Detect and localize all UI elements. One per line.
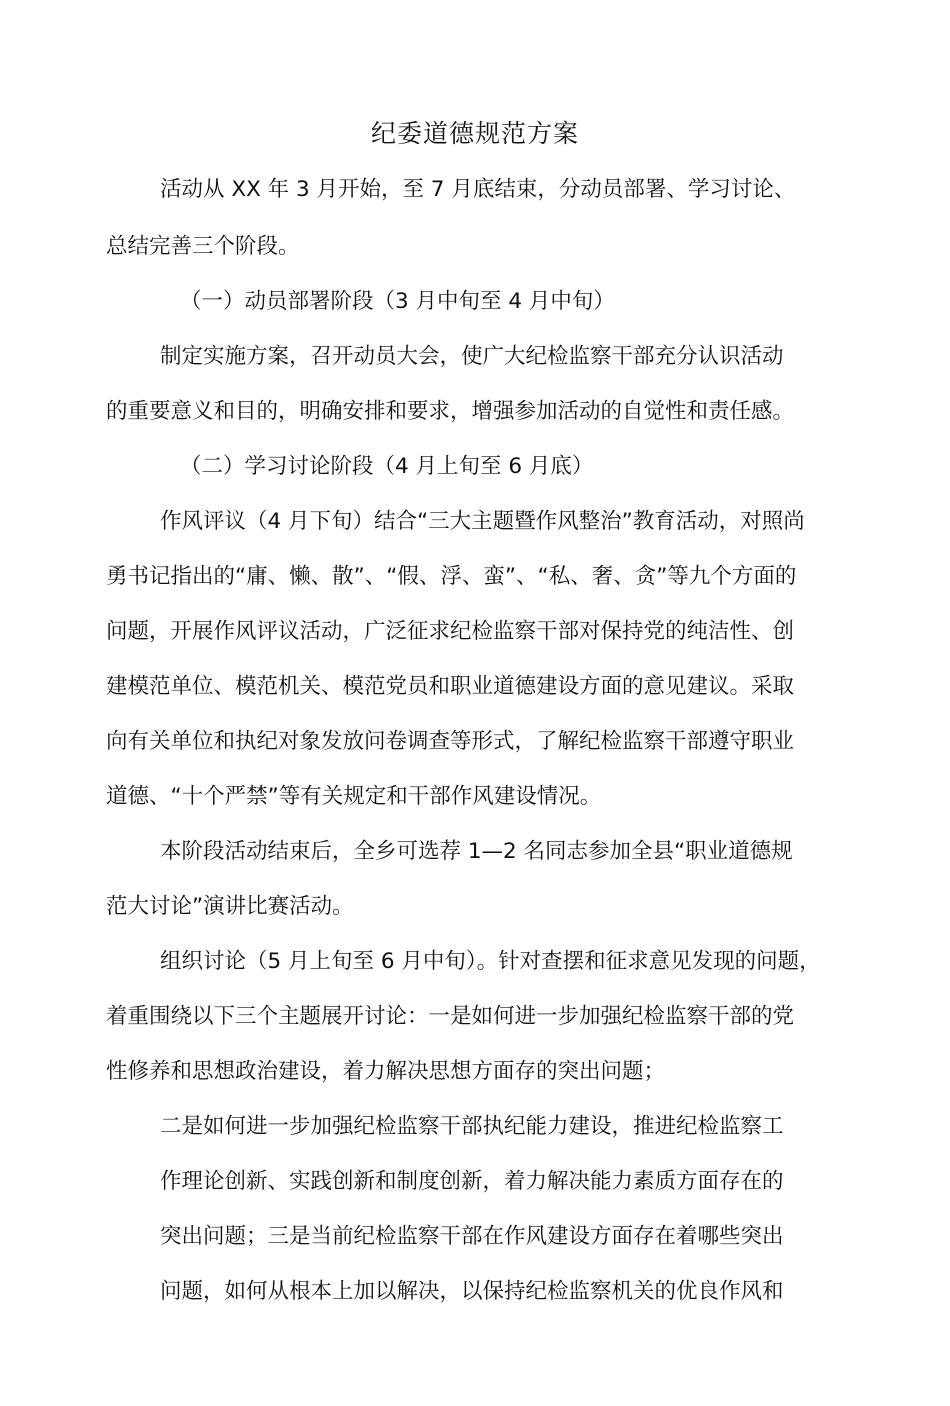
document-title: 纪委道德规范方案	[370, 119, 579, 148]
paragraph-line: 建模范单位、模范机关、模范党员和职业道德建设方面的意见建议。采取	[106, 674, 795, 699]
section-heading: （二）学习讨论阶段（4 月上旬至 6 月底）	[180, 454, 594, 479]
paragraph-line: 问题，如何从根本上加以解决，以保持纪检监察机关的优良作风和	[160, 1279, 784, 1304]
paragraph-line: 向有关单位和执纪对象发放问卷调查等形式，了解纪检监察干部遵守职业	[106, 729, 795, 754]
paragraph-line: 作风评议（4 月下旬）结合“三大主题暨作风整治”教育活动，对照尚	[160, 509, 805, 534]
paragraph-line: 勇书记指出的“庸、懒、散”、“假、浮、蛮”、“私、奢、贪”等九个方面的	[106, 564, 797, 589]
paragraph-line: 总结完善三个阶段。	[106, 234, 300, 259]
paragraph-line: 道德、“十个严禁”等有关规定和干部作风建设情况。	[106, 784, 602, 809]
paragraph-line: 突出问题；三是当前纪检监察干部在作风建设方面存在着哪些突出	[160, 1224, 784, 1249]
paragraph-line: 制定实施方案，召开动员大会，使广大纪检监察干部充分认识活动	[160, 344, 784, 369]
paragraph-line: 作理论创新、实践创新和制度创新，着力解决能力素质方面存在的	[160, 1169, 784, 1194]
paragraph-line: 活动从 XX 年 3 月开始，至 7 月底结束，分动员部署、学习讨论、	[160, 177, 796, 202]
section-heading: （一）动员部署阶段（3 月中旬至 4 月中旬）	[180, 289, 615, 314]
paragraph-line: 组织讨论（5 月上旬至 6 月中旬）。针对查摆和征求意见发现的问题，	[160, 949, 821, 974]
paragraph-line: 范大讨论”演讲比赛活动。	[106, 894, 354, 919]
paragraph-line: 着重围绕以下三个主题展开讨论：一是如何进一步加强纪检监察干部的党	[106, 1004, 795, 1029]
paragraph-line: 性修养和思想政治建设，着力解决思想方面存的突出问题；	[106, 1059, 666, 1084]
paragraph-line: 本阶段活动结束后，全乡可选荐 1—2 名同志参加全县“职业道德规	[160, 839, 793, 864]
paragraph-line: 二是如何进一步加强纪检监察干部执纪能力建设，推进纪检监察工	[160, 1114, 784, 1139]
paragraph-line: 问题，开展作风评议活动，广泛征求纪检监察干部对保持党的纯洁性、创	[106, 619, 795, 644]
paragraph-line: 的重要意义和目的，明确安排和要求，增强参加活动的自觉性和责任感。	[106, 399, 795, 424]
